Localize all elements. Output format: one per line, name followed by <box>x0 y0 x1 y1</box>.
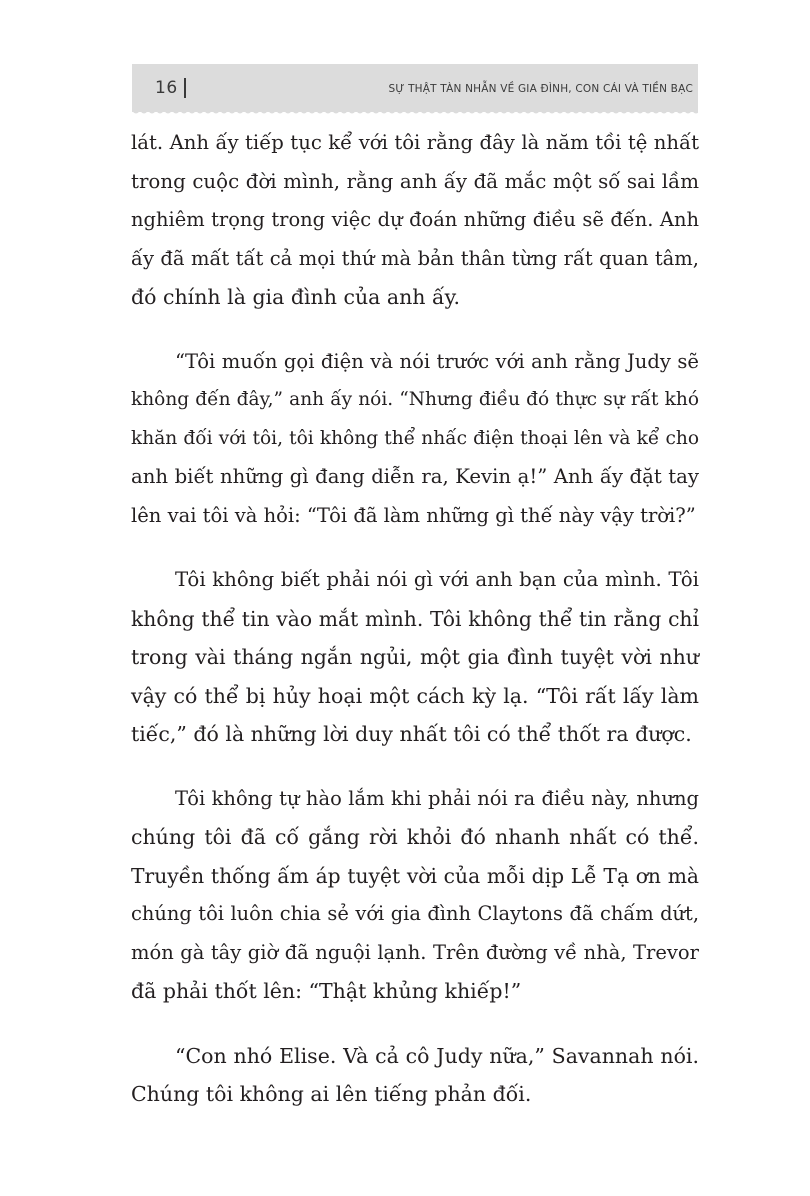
text-line: lên vai tôi và hỏi: “Tôi đã làm những gì thế này vậy trời?” <box>131 503 696 527</box>
text-line: Chúng tôi không ai lên tiếng phản đối. <box>131 1082 532 1106</box>
text-line: tiếc,” đó là những lời duy nhất tôi có thể thốt ra được. <box>131 722 692 746</box>
text-line: lát. Anh ấy tiếp tục kể với tôi rằng đây là năm tồi tệ nhất <box>131 131 699 154</box>
text-line: chúng tôi luôn chia sẻ với gia đình Claytons đã chấm dứt, <box>131 902 699 925</box>
paragraph-2 <box>131 343 699 536</box>
text-line: nghiêm trọng trong việc dự đoán những điều sẽ đến. Anh <box>131 208 699 231</box>
text-line: “Con nhó Elise. Và cả cô Judy nữa,” Savannah nói. <box>175 1043 699 1068</box>
text-line: Tôi không biết phải nói gì với anh bạn của mình. Tôi <box>175 568 699 591</box>
paragraph-1 <box>131 124 699 317</box>
text-line: Truyền thống ấm áp tuyệt vời của mỗi dịp Lễ Tạ ơn mà <box>131 863 699 888</box>
text-line: trong cuộc đời mình, rằng anh ấy đã mắc một số sai lầm <box>131 169 699 193</box>
page-number: 16 <box>155 78 178 98</box>
paragraph-5 <box>131 1037 699 1114</box>
text-line: đó chính là gia đình của anh ấy. <box>131 285 460 309</box>
text-line: chúng tôi đã cố gắng rời khỏi đó nhanh nhất có thể. <box>131 825 699 849</box>
text-line: ấy đã mất tất cả mọi thứ mà bản thân từng rất quan tâm, <box>131 246 699 270</box>
text-line: “Tôi muốn gọi điện và nói trước với anh rằng Judy sẽ <box>175 349 699 373</box>
body-text <box>131 124 699 1114</box>
text-line: anh biết những gì đang diễn ra, Kevin ạ!” Anh ấy đặt tay <box>131 465 699 488</box>
text-line: trong vài tháng ngắn ngủi, một gia đình tuyệt vời như <box>131 645 699 669</box>
text-line: vậy có thể bị hủy hoại một cách kỳ lạ. “Tôi rất lấy làm <box>131 683 699 708</box>
text-line: món gà tây giờ đã nguội lạnh. Trên đường về nhà, Trevor <box>131 940 699 964</box>
text-line: đã phải thốt lên: “Thật khủng khiếp!” <box>131 979 522 1003</box>
header-divider <box>184 78 186 98</box>
paragraph-4 <box>131 780 699 1011</box>
paragraph-3 <box>131 561 699 754</box>
text-line: không đến đây,” anh ấy nói. “Nhưng điều đó thực sự rất khó <box>131 389 699 410</box>
text-line: Tôi không tự hào lắm khi phải nói ra điều này, nhưng <box>175 786 699 810</box>
running-head-title: SỰ THẬT TÀN NHẪN VỀ GIA ĐÌNH, CON CÁI VÀ TIỀN BẠC <box>388 83 693 95</box>
text-line: không thể tin vào mắt mình. Tôi không thể tin rằng chỉ <box>131 606 699 631</box>
text-line: khăn đối với tôi, tôi không thể nhấc điện thoại lên và kể cho <box>131 427 699 449</box>
